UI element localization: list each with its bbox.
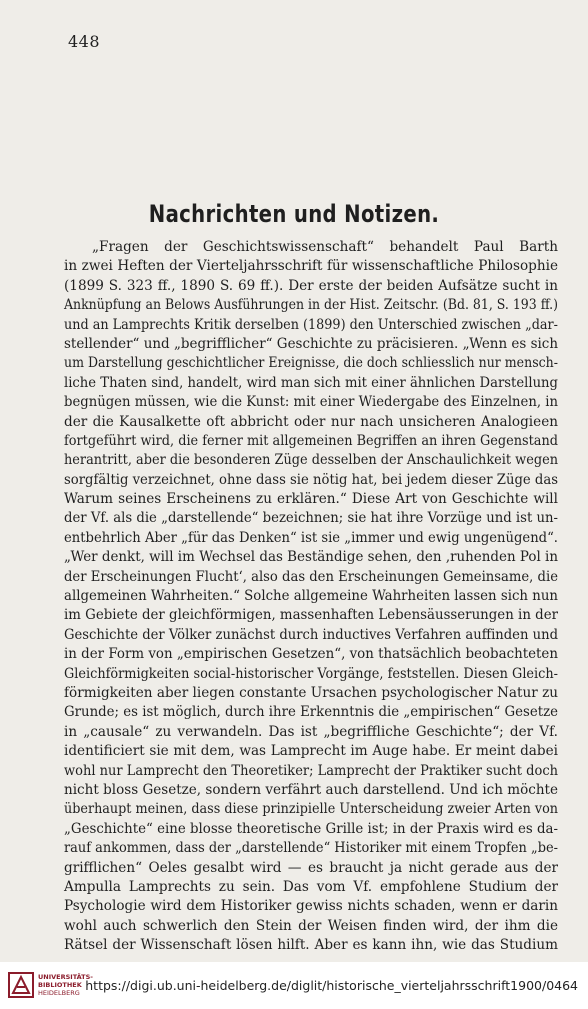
text-line: stellender“ und „begrifflicher“ Geschichte zu präcisieren. „Wenn es sich (64, 335, 558, 352)
text-line: allgemeinen Wahrheiten.“ Solche allgemeine Wahrheiten lassen sich nun (64, 588, 558, 605)
page-number: 448 (68, 32, 101, 51)
text-line: Rätsel der Wissenschaft lösen hilft. Aber es kann ihn, wie das Studium (64, 937, 558, 954)
text-line: (1899 S. 323 ff., 1890 S. 69 ff.). Der erste der beiden Aufsätze sucht in (64, 277, 558, 294)
library-name-line: BIBLIOTHEK (38, 981, 82, 989)
text-line: in zwei Heften der Vierteljahrsschrift für wissenschaftliche Philosophie (64, 258, 558, 275)
text-line: der die Kausalkette oft abbricht oder nur nach unsicheren Analogieen (64, 413, 558, 430)
text-line: liche Thaten sind, handelt, wird man sich mit einer ähnlichen Darstellung (64, 374, 558, 391)
library-name-line: UNIVERSITÄTS- (38, 973, 93, 981)
text-line: überhaupt meinen, dass diese prinzipielle Unterscheidung zweier Arten von (64, 801, 558, 818)
text-line: Warum seines Erscheinens zu erklären.“ Diese Art von Geschichte will (64, 491, 558, 508)
source-url-link[interactable]: https://digi.ub.uni-heidelberg.de/diglit/historische_vierteljahrsschrift1900/0464 (85, 978, 578, 993)
text-line: herantritt, aber die besonderen Züge desselben der Anschaulichkeit wegen (64, 452, 558, 469)
article-body (64, 238, 558, 955)
text-line: „Geschichte“ eine blosse theoretische Grille ist; in der Praxis wird es da- (64, 820, 558, 837)
university-library-logo-icon[interactable] (8, 972, 34, 998)
text-line: wohl nur Lamprecht den Theoretiker; Lamprecht der Praktiker sucht doch (64, 762, 558, 779)
text-line: Ampulla Lamprechts zu sein. Das vom Vf. empfohlene Studium der (64, 878, 558, 895)
text-line: „Fragen der Geschichtswissenschaft“ behandelt Paul Barth (92, 239, 558, 255)
text-line: Grunde; es ist möglich, durch ihre Erkenntnis die „empirischen“ Gesetze (64, 704, 558, 721)
text-line: Geschichte der Völker zunächst durch inductives Verfahren auffinden und (64, 626, 558, 643)
text-line: und an Lamprechts Kritik derselben (1899) den Unterschied zwischen „dar- (64, 316, 558, 333)
text-line: Psychologie wird dem Historiker gewiss nichts schaden, wenn er darin (64, 898, 558, 915)
text-line: im Gebiete der gleichförmigen, massenhaften Lebensäusserungen in der (64, 607, 558, 624)
text-line: wohl auch schwerlich den Stein der Weisen finden wird, der ihm die (64, 917, 558, 934)
text-line: der Erscheinungen Flucht‘, also das den Erscheinungen Gemeinsame, die (64, 568, 558, 585)
text-line: rauf ankommen, dass der „darstellende“ Historiker mit einem Tropfen „be- (64, 840, 558, 857)
text-line: um Darstellung geschichtlicher Ereignisse, die doch schliesslich nur mensch- (64, 355, 558, 372)
text-line: in „causale“ zu verwandeln. Das ist „begriffliche Geschichte“; der Vf. (64, 723, 558, 740)
text-line: Anknüpfung an Belows Ausführungen in der Hist. Zeitschr. (Bd. 81, S. 193 ff.) (64, 297, 558, 314)
text-line: grifflichen“ Oeles gesalbt wird — es braucht ja nicht gerade aus der (64, 859, 558, 876)
text-line: identificiert sie mit dem, was Lamprecht im Auge habe. Er meint dabei (64, 743, 558, 760)
article-title: Nachrichten und Notizen. (148, 200, 440, 228)
text-line: „Wer denkt, will im Wechsel das Beständige sehen, den ‚ruhenden Pol in (64, 549, 558, 566)
text-line: sorgfältig verzeichnet, ohne dass sie nötig hat, bei jedem dieser Züge das (64, 471, 558, 488)
text-line: in der Form von „empirischen Gesetzen“, von thatsächlich beobachteten (64, 646, 558, 663)
library-name-line: HEIDELBERG (38, 989, 80, 997)
text-line: fortgeführt wird, die ferner mit allgemeinen Begriffen an ihren Gegenstand (64, 432, 558, 449)
text-line: der Vf. als die „darstellende“ bezeichnen; sie hat ihre Vorzüge und ist un- (64, 510, 558, 527)
text-line: begnügen müssen, wie die Kunst: mit einer Wiedergabe des Einzelnen, in (64, 394, 558, 411)
text-line: entbehrlich Aber „für das Denken“ ist sie „immer und ewig ungenügend“. (64, 529, 558, 546)
text-line: förmigkeiten aber liegen constante Ursachen psychologischer Natur zu (64, 684, 558, 701)
footer-bar (0, 962, 588, 1009)
text-line: nicht bloss Gesetze, sondern verfährt auch darstellend. Und ich möchte (64, 781, 558, 798)
text-line: Gleichförmigkeiten social-historischer Vorgänge, feststellen. Diesen Gleich- (64, 665, 558, 682)
